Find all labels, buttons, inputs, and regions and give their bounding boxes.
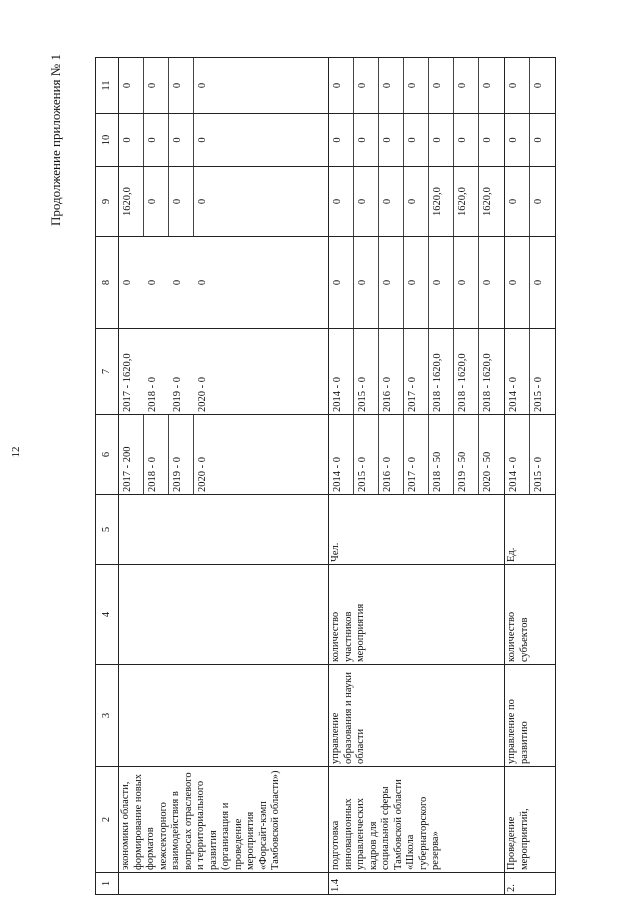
- col-header: 11: [96, 58, 119, 114]
- value: 0: [354, 58, 379, 113]
- value: 0: [354, 114, 379, 166]
- value: 2018 - 50: [429, 415, 454, 494]
- value: 0: [329, 237, 354, 328]
- cell-indicator: количество участников мероприятия: [329, 565, 505, 665]
- value: 0: [169, 167, 194, 236]
- value: 0: [429, 58, 454, 113]
- value: 0: [505, 237, 530, 328]
- value: 0: [197, 198, 208, 205]
- cell-funding-other: [119, 58, 329, 114]
- value: 2017 - 1620,0: [122, 353, 133, 412]
- cell-funding-total: [505, 329, 556, 415]
- appendix-title: Продолжение приложения № 1: [48, 54, 63, 226]
- value: 0: [404, 237, 429, 328]
- value: 2015 - 0: [354, 329, 379, 414]
- value: 0: [197, 137, 208, 143]
- col-header: 1: [96, 873, 119, 895]
- program-table: [95, 57, 556, 895]
- value: 2020 - 0: [197, 377, 208, 412]
- value: 0: [404, 167, 429, 236]
- value: 1620,0: [429, 167, 454, 236]
- value: 2018 - 0: [144, 415, 169, 494]
- value: 0: [533, 137, 544, 143]
- cell-indicator: количество субъектов: [505, 565, 556, 665]
- col-header: 5: [96, 495, 119, 565]
- value: 0: [429, 237, 454, 328]
- value: 1620,0: [119, 167, 144, 236]
- value: 2014 - 0: [505, 329, 530, 414]
- table-row: [119, 58, 329, 895]
- value: 2017 - 0: [404, 415, 429, 494]
- value: 0: [144, 114, 169, 166]
- value: 0: [454, 237, 479, 328]
- value: 0: [404, 114, 429, 166]
- value: 0: [169, 114, 194, 166]
- cell-activity: экономики области, формирование новых форматов межсекторного взаимодействия в вопросах отраслевого и территориального развития (организация и проведение мероприятия «Форсайт-кэмп Тамбовской области»): [119, 767, 329, 873]
- value: 0: [429, 114, 454, 166]
- cell-funding-federal: [119, 237, 329, 329]
- table-row: [505, 58, 556, 895]
- value: 2014 - 0: [329, 329, 354, 414]
- cell-indicator: [119, 565, 329, 665]
- cell-unit: [119, 495, 329, 565]
- value: 2014 - 0: [505, 415, 530, 494]
- value: 2018 - 0: [147, 377, 158, 412]
- cell-funding-federal: [329, 237, 505, 329]
- cell-unit: Чел.: [329, 495, 505, 565]
- value: 0: [505, 58, 530, 113]
- col-header: 4: [96, 565, 119, 665]
- cell-responsible: управление образования и науки области: [329, 665, 505, 767]
- value: 2019 - 50: [454, 415, 479, 494]
- value: 0: [482, 82, 493, 89]
- value: 0: [197, 279, 208, 286]
- cell-funding-regional: [505, 167, 556, 237]
- value: 0: [144, 58, 169, 113]
- cell-funding-local: [329, 114, 505, 167]
- value: 0: [169, 58, 194, 113]
- cell-funding-total: [329, 329, 505, 415]
- cell-funding-other: [329, 58, 505, 114]
- value: 0: [454, 58, 479, 113]
- value: 0: [454, 114, 479, 166]
- cell-activity: подготовка инновационных управленческих кадров для социальной сферы Тамбовской области «Школа губернаторского резерва»: [329, 767, 505, 873]
- cell-funding-local: [119, 114, 329, 167]
- value: 0: [197, 82, 208, 89]
- cell-funding-federal: [505, 237, 556, 329]
- value: 2017 - 200: [119, 415, 144, 494]
- value: 0: [482, 279, 493, 286]
- value: 2020 - 50: [482, 451, 493, 492]
- cell-indicator-values: [119, 415, 329, 495]
- cell-funding-total: [119, 329, 329, 415]
- value: 0: [533, 198, 544, 205]
- cell-funding-regional: [329, 167, 505, 237]
- value: 0: [404, 58, 429, 113]
- value: 2015 - 0: [354, 415, 379, 494]
- cell-responsible: [119, 665, 329, 767]
- value: 2020 - 0: [197, 457, 208, 492]
- value: 2019 - 0: [172, 377, 183, 412]
- value: 0: [119, 114, 144, 166]
- col-header: 3: [96, 665, 119, 767]
- value: 2016 - 0: [379, 329, 404, 414]
- value: 0: [379, 58, 404, 113]
- cell-number: 1.4: [329, 873, 505, 895]
- value: 2018 - 1620,0: [482, 353, 493, 412]
- value: 0: [119, 58, 144, 113]
- value: 0: [122, 279, 133, 286]
- value: 0: [533, 82, 544, 89]
- value: 0: [144, 167, 169, 236]
- cell-funding-other: [505, 58, 556, 114]
- col-header: 6: [96, 415, 119, 495]
- col-header: 7: [96, 329, 119, 415]
- value: 0: [379, 237, 404, 328]
- value: 0: [354, 167, 379, 236]
- value: 2017 - 0: [404, 329, 429, 414]
- cell-number: 2.: [505, 873, 556, 895]
- value: 2014 - 0: [329, 415, 354, 494]
- cell-funding-regional: [119, 167, 329, 237]
- value: 2018 - 1620,0: [454, 329, 479, 414]
- value: 2018 - 1620,0: [429, 329, 454, 414]
- value: 0: [329, 114, 354, 166]
- cell-indicator-values: [329, 415, 505, 495]
- value: 0: [505, 114, 530, 166]
- value: 0: [379, 114, 404, 166]
- value: 2019 - 0: [169, 415, 194, 494]
- value: 0: [379, 167, 404, 236]
- value: 0: [172, 279, 183, 286]
- value: 2015 - 0: [533, 377, 544, 412]
- value: 0: [482, 137, 493, 143]
- header-row: [96, 58, 119, 895]
- col-header: 2: [96, 767, 119, 873]
- value: 0: [329, 167, 354, 236]
- cell-responsible: управление по развитию: [505, 665, 556, 767]
- cell-unit: Ед.: [505, 495, 556, 565]
- col-header: 9: [96, 167, 119, 237]
- value: 0: [147, 279, 158, 286]
- col-header: 8: [96, 237, 119, 329]
- page-number: 12: [10, 446, 22, 458]
- cell-activity: Проведение мероприятий,: [505, 767, 556, 873]
- table-row: [329, 58, 505, 895]
- value: 1620,0: [454, 167, 479, 236]
- value: 2016 - 0: [379, 415, 404, 494]
- col-header: 10: [96, 114, 119, 167]
- value: 2015 - 0: [533, 457, 544, 492]
- cell-indicator-values: [505, 415, 556, 495]
- value: 1620,0: [482, 187, 493, 216]
- cell-number: [119, 873, 329, 895]
- value: 0: [329, 58, 354, 113]
- value: 0: [533, 279, 544, 286]
- value: 0: [354, 237, 379, 328]
- value: 0: [505, 167, 530, 236]
- cell-funding-local: [505, 114, 556, 167]
